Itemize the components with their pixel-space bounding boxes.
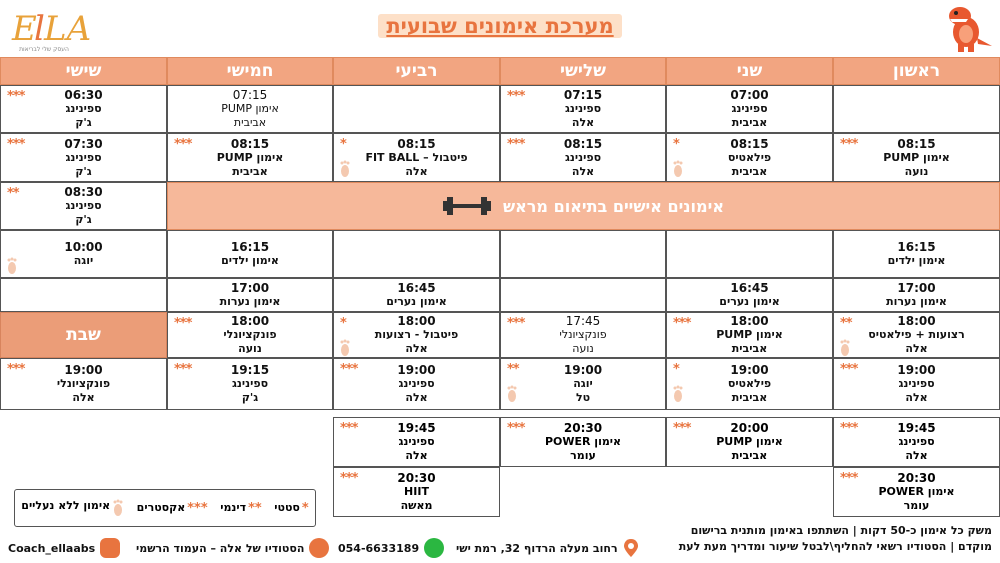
class-slot <box>0 133 167 182</box>
difficulty-stars: ** <box>507 362 519 377</box>
class-time: 08:15 <box>230 136 270 151</box>
difficulty-stars: *** <box>174 316 192 331</box>
class-slot <box>833 312 1000 358</box>
class-name: יוגה <box>73 254 94 267</box>
class-coach: אלה <box>405 391 428 404</box>
svg-text:l: l <box>34 9 45 49</box>
class-coach: אלה <box>571 164 595 178</box>
class-slot <box>0 182 167 230</box>
class-time: 19:45 <box>897 421 936 435</box>
barefoot-icon <box>838 339 852 359</box>
class-coach: אלה <box>905 342 928 355</box>
difficulty-stars: * <box>340 137 346 152</box>
class-name: פונקציונלי <box>56 377 111 390</box>
difficulty-stars: *** <box>840 137 858 152</box>
class-slot <box>833 278 1000 312</box>
class-time: 08:30 <box>64 185 103 199</box>
class-time: 19:00 <box>64 363 103 377</box>
class-name: ספינינג <box>65 102 102 115</box>
class-coach: נועה <box>572 342 594 355</box>
barefoot-icon <box>5 257 19 277</box>
class-name: אימון POWER <box>878 485 955 498</box>
class-slot <box>500 312 666 358</box>
class-slot <box>167 133 333 182</box>
barefoot-icon <box>338 339 352 359</box>
class-coach: אלה <box>571 116 595 129</box>
class-name: ספינינג <box>398 435 435 448</box>
class-time: 07:00 <box>730 88 769 102</box>
class-name: ספינינג <box>564 150 602 164</box>
day-header: ראשון <box>833 57 1000 85</box>
class-time: 08:15 <box>730 136 769 151</box>
difficulty-stars: *** <box>840 421 858 436</box>
class-coach: טל <box>575 391 591 404</box>
difficulty-stars: *** <box>673 316 691 331</box>
class-time: 17:00 <box>230 281 270 295</box>
class-time: 08:15 <box>397 136 436 151</box>
class-coach: אלה <box>72 391 95 404</box>
class-slot <box>666 278 833 312</box>
svg-text:E: E <box>12 9 37 49</box>
difficulty-stars: *** <box>840 471 858 486</box>
class-time: 19:00 <box>397 363 436 377</box>
class-slot <box>333 467 500 517</box>
difficulty-stars: *** <box>673 421 691 436</box>
class-name: אימון נערים <box>386 295 447 308</box>
class-slot <box>167 278 333 312</box>
address-contact: רחוב מעלה הרדוף 32, רמת ישי <box>456 538 639 558</box>
class-slot <box>666 133 833 182</box>
class-time: 20:30 <box>397 471 436 485</box>
class-coach: ג'ק <box>75 213 92 226</box>
class-coach: אלה <box>405 449 428 462</box>
class-coach: אביבית <box>232 164 268 178</box>
class-name: אימון PUMP <box>883 150 950 164</box>
day-header: שישי <box>0 57 167 85</box>
difficulty-stars: *** <box>507 89 525 104</box>
difficulty-stars: *** <box>340 471 358 486</box>
empty-slot <box>500 278 666 312</box>
class-slot <box>167 85 333 133</box>
class-time: 18:00 <box>897 314 936 328</box>
class-coach: אלה <box>905 449 928 462</box>
difficulty-stars: * <box>673 137 679 152</box>
class-name: אימון POWER <box>544 435 622 448</box>
class-time: 10:00 <box>64 240 103 254</box>
class-coach: אלה <box>405 164 428 178</box>
class-coach: אביבית <box>731 164 768 178</box>
schedule-grid <box>0 57 1000 417</box>
class-time: 16:45 <box>730 281 769 295</box>
class-slot <box>0 358 167 410</box>
class-coach: ג'ק <box>241 391 259 404</box>
class-coach: עומר <box>903 499 930 512</box>
barefoot-icon <box>505 385 519 405</box>
class-slot <box>833 417 1000 467</box>
difficulty-stars: *** <box>507 421 525 436</box>
class-name: פונקציונלי <box>223 328 277 341</box>
difficulty-stars: *** <box>7 137 25 152</box>
class-coach: אביבית <box>731 391 768 404</box>
page-title: מערכת אימונים שבועית <box>378 14 621 38</box>
difficulty-stars: ** <box>840 316 852 331</box>
empty-slot <box>0 278 167 312</box>
class-time: 19:00 <box>897 363 936 377</box>
class-slot <box>0 85 167 133</box>
class-time: 19:00 <box>563 363 603 377</box>
dinosaur-mascot-icon <box>940 2 995 54</box>
class-time: 06:30 <box>64 88 103 102</box>
class-time: 20:30 <box>897 471 936 485</box>
legend-static: * סטטי <box>274 500 309 516</box>
whatsapp-icon <box>424 538 444 558</box>
difficulty-stars: *** <box>174 137 192 152</box>
class-time: 08:15 <box>563 136 603 151</box>
class-name: ספינינג <box>898 435 935 448</box>
difficulty-stars: ** <box>7 186 19 201</box>
class-name: אימון PUMP <box>221 102 279 115</box>
class-name: אימון נערות <box>219 295 281 308</box>
empty-slot <box>500 230 666 278</box>
difficulty-stars: * <box>340 316 346 331</box>
difficulty-stars: * <box>673 362 679 377</box>
legend-barefoot: אימון ללא נעליים <box>21 499 124 517</box>
instagram-icon <box>100 538 120 558</box>
class-coach: אלה <box>405 342 428 355</box>
difficulty-stars: *** <box>7 362 25 377</box>
class-coach: נועה <box>238 342 262 355</box>
class-slot <box>167 312 333 358</box>
empty-slot <box>333 230 500 278</box>
svg-text:LA: LA <box>44 9 92 49</box>
class-slot <box>333 133 500 182</box>
class-coach: ג'ק <box>75 116 92 129</box>
class-slot <box>333 417 500 467</box>
class-slot <box>500 417 666 467</box>
class-coach: מאשה <box>400 499 433 512</box>
barefoot-icon <box>671 160 685 180</box>
facebook-contact[interactable]: הסטודיו של אלה – העמוד הרשמי <box>136 538 329 558</box>
class-name: ספינינג <box>231 377 269 390</box>
class-time: 18:00 <box>397 314 436 328</box>
class-name: ספינינג <box>65 150 102 164</box>
class-slot <box>666 358 833 410</box>
class-time: 16:15 <box>897 240 936 254</box>
difficulty-stars: *** <box>340 421 358 436</box>
dumbbell-icon <box>443 191 491 221</box>
class-name: פילאטיס <box>727 150 772 164</box>
class-name: פיטבול – FIT BALL <box>365 150 468 164</box>
barefoot-icon <box>338 160 352 180</box>
schedule-note: משק כל אימון כ-50 דקות | השתתפו באימון מותנית ברישום מוקדם | הסטודיו רשאי להחליף\לבטל שיעור ומדריך מעת לעת <box>678 524 992 553</box>
class-name: אימון ילדים <box>887 254 946 267</box>
class-time: 20:30 <box>563 421 603 435</box>
class-name: HIIT <box>404 485 429 498</box>
class-name: פונקציונלי <box>559 328 607 341</box>
class-name: פיטבול - רצועות <box>374 328 459 341</box>
class-name: ספינינג <box>398 377 435 390</box>
empty-slot <box>833 85 1000 133</box>
svg-text:העסק שלי לבריאות: העסק שלי לבריאות <box>19 46 69 53</box>
class-time: 19:00 <box>730 363 769 377</box>
difficulty-stars: *** <box>840 362 858 377</box>
class-name: ספינינג <box>731 102 768 115</box>
difficulty-stars: *** <box>7 89 25 104</box>
class-slot <box>833 133 1000 182</box>
class-time: 18:00 <box>730 314 769 328</box>
class-name: פילאטיס <box>727 377 772 390</box>
class-coach: אביבית <box>731 449 768 462</box>
class-slot <box>167 230 333 278</box>
class-time: 07:15 <box>563 88 603 102</box>
class-name: רצועות + פילאטיס <box>868 328 965 341</box>
class-name: ספינינג <box>564 102 602 115</box>
class-time: 18:00 <box>230 314 270 328</box>
barefoot-icon <box>671 385 685 405</box>
class-time: 08:15 <box>897 136 936 151</box>
class-slot <box>666 312 833 358</box>
class-time: 07:30 <box>64 136 103 151</box>
phone-contact[interactable]: 054-6633189 <box>338 538 444 558</box>
class-slot <box>833 230 1000 278</box>
class-time: 17:45 <box>565 314 601 328</box>
footer <box>0 524 1000 563</box>
class-time: 16:45 <box>397 281 436 295</box>
class-name: אימון נערים <box>719 295 780 308</box>
empty-slot <box>333 85 500 133</box>
class-coach: אלה <box>905 391 928 404</box>
class-coach: נועה <box>904 164 929 178</box>
class-time: 20:00 <box>730 421 769 435</box>
class-slot <box>333 312 500 358</box>
legend-extreme: *** אקסטרים <box>136 500 208 516</box>
facebook-icon <box>309 538 329 558</box>
class-slot <box>500 133 666 182</box>
class-slot <box>666 417 833 467</box>
day-header: שני <box>666 57 833 85</box>
class-slot <box>0 230 167 278</box>
barefoot-icon <box>112 499 124 517</box>
class-slot <box>500 358 666 410</box>
class-coach: ג'ק <box>75 164 92 178</box>
class-name: אימון PUMP <box>716 435 783 448</box>
class-name: אימון PUMP <box>716 328 783 341</box>
class-slot <box>500 85 666 133</box>
class-time: 16:15 <box>230 240 270 254</box>
instagram-contact[interactable]: Coach_ellaabs <box>8 538 120 558</box>
difficulty-stars: *** <box>340 362 358 377</box>
legend-dynamic: ** דינמי <box>220 500 262 516</box>
class-coach: אביבית <box>233 116 267 129</box>
legend <box>14 489 316 527</box>
class-time: 19:45 <box>397 421 436 435</box>
class-name: ספינינג <box>65 199 102 212</box>
day-header: חמישי <box>167 57 333 85</box>
class-name: אימון נערות <box>886 295 947 308</box>
class-time: 07:15 <box>232 88 268 102</box>
class-coach: עומר <box>570 449 596 462</box>
shabbat-header: שבת <box>0 312 167 358</box>
class-name: יוגה <box>573 377 593 390</box>
class-slot <box>833 467 1000 517</box>
class-slot <box>833 358 1000 410</box>
location-pin-icon <box>623 538 639 558</box>
difficulty-stars: *** <box>174 362 192 377</box>
class-slot <box>167 358 333 410</box>
empty-slot <box>666 230 833 278</box>
personal-training-banner: אימונים אישיים בתיאום מראש <box>167 182 1000 230</box>
class-name: אימון PUMP <box>216 150 284 164</box>
class-name: ספינינג <box>898 377 935 390</box>
day-header: שלישי <box>500 57 666 85</box>
difficulty-stars: *** <box>507 316 525 331</box>
class-coach: אביבית <box>731 116 768 129</box>
day-header: רביעי <box>333 57 500 85</box>
class-slot <box>333 278 500 312</box>
class-time: 17:00 <box>897 281 936 295</box>
class-coach: אביבית <box>731 342 768 355</box>
class-time: 19:15 <box>230 363 270 377</box>
class-slot <box>333 358 500 410</box>
class-name: אימון ילדים <box>221 254 279 267</box>
difficulty-stars: *** <box>507 137 525 152</box>
class-slot <box>666 85 833 133</box>
